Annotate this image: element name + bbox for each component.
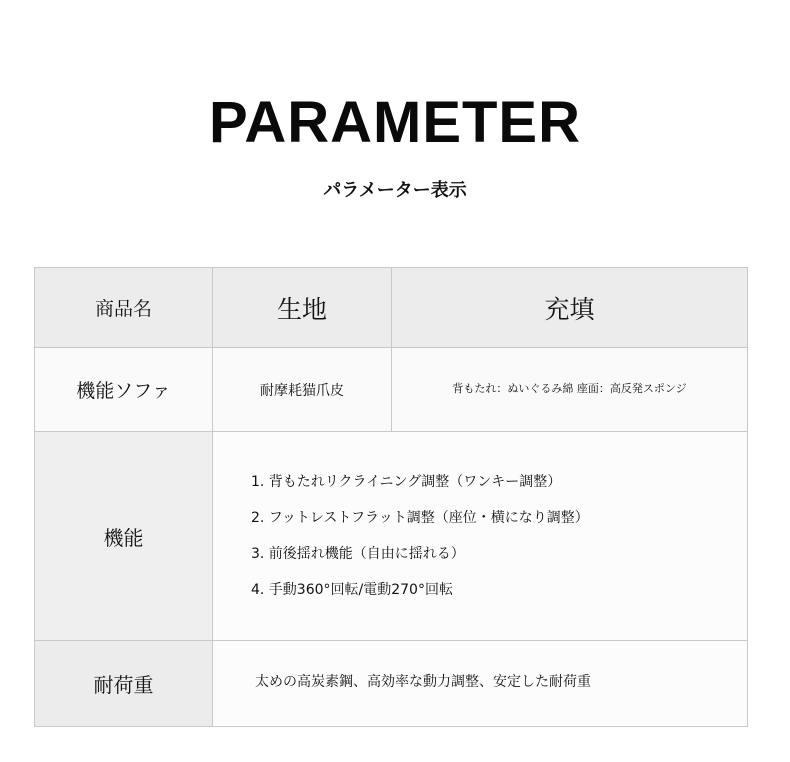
function-item: 4. 手動360°回転/電動270°回転 [251, 582, 453, 598]
header-filling: 充填 [392, 268, 748, 348]
parameter-table [34, 267, 748, 727]
table-header-row [35, 268, 748, 348]
cell-function-list [213, 432, 748, 641]
table-row-load [35, 641, 748, 727]
page-title: PARAMETER [208, 90, 582, 155]
cell-filling-value: 背もたれ：ぬいぐるみ綿 座面：高反発スポンジ [392, 348, 748, 432]
table-row-function [35, 432, 748, 641]
function-list [213, 464, 747, 608]
function-item: 2. フットレストフラット調整（座位・横になり調整） [251, 510, 589, 526]
table-row-sofa [35, 348, 748, 432]
header-product-name: 商品名 [35, 268, 213, 348]
header-fabric: 生地 [213, 268, 392, 348]
function-item: 3. 前後揺れ機能（自由に揺れる） [251, 546, 465, 562]
function-item: 1. 背もたれリクライニング調整（ワンキー調整） [251, 474, 562, 490]
cell-load-value: 太めの高炭素鋼、高効率な動力調整、安定した耐荷重 [213, 641, 748, 727]
row-label-load: 耐荷重 [35, 641, 213, 727]
row-label-sofa: 機能ソファ [35, 348, 213, 432]
page-subtitle: パラメーター表示 [323, 180, 467, 201]
cell-fabric-value: 耐摩耗猫爪皮 [213, 348, 392, 432]
row-label-function: 機能 [35, 432, 213, 641]
